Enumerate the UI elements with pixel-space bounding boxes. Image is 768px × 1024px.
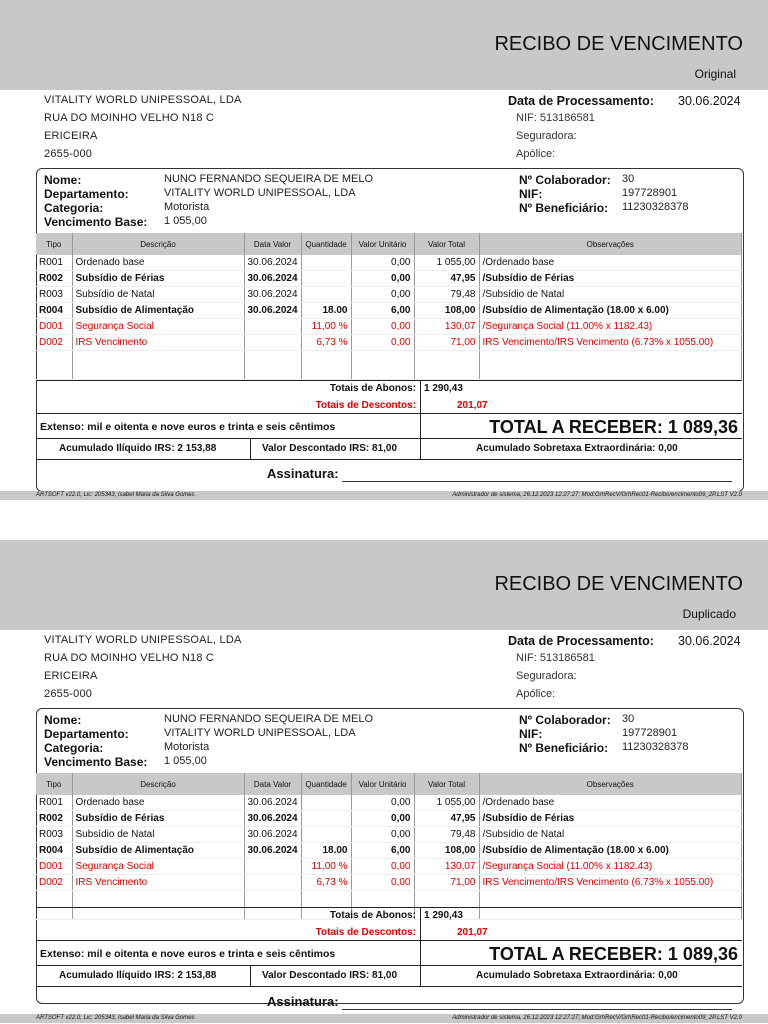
footer-system: Administrador de sistema, 26.12.2023 12:27:27; Mod:GrhRecV/GrhRec01-Recibo/encimento09_2P.LST V2.0 bbox=[452, 492, 742, 498]
company-name: VITALITY WORLD UNIPESSOAL, LDA bbox=[44, 634, 242, 646]
table-row-blank bbox=[36, 351, 742, 380]
accumulated-surcharge: Acumulado Sobretaxa Extraordinária: 0,00 bbox=[476, 970, 678, 981]
department-label: Departamento: bbox=[44, 727, 129, 741]
footer-bar bbox=[0, 1014, 768, 1023]
cell-quantity: 11,00 % bbox=[301, 859, 351, 875]
totals-credits-label: Totais de Abonos: bbox=[329, 910, 416, 921]
cell-total: 108,00 bbox=[414, 303, 479, 319]
receipt-header bbox=[0, 0, 768, 90]
cell-unit-value: 0,00 bbox=[351, 811, 414, 827]
divider bbox=[420, 438, 421, 459]
cell-unit-value: 0,00 bbox=[351, 875, 414, 891]
cell-quantity bbox=[301, 811, 351, 827]
accumulated-surcharge: Acumulado Sobretaxa Extraordinária: 0,00 bbox=[476, 443, 678, 454]
beneficiary-number: 11230328378 bbox=[622, 741, 689, 753]
cell-description: Ordenado base bbox=[72, 255, 244, 271]
cell-type: R002 bbox=[36, 811, 72, 827]
policy-label: Apólice: bbox=[516, 688, 556, 700]
base-salary-label: Vencimento Base: bbox=[44, 215, 148, 229]
cell-quantity bbox=[301, 271, 351, 287]
col-header-unit-value: Valor Unitário bbox=[351, 233, 414, 255]
divider bbox=[420, 907, 421, 965]
cell-date: 30.06.2024 bbox=[244, 795, 301, 811]
cell-notes: IRS Vencimento/IRS Vencimento (6.73% x 1055.00) bbox=[479, 875, 742, 891]
processing-date: 30.06.2024 bbox=[678, 634, 741, 648]
table-row bbox=[36, 255, 742, 271]
receipt-header bbox=[0, 540, 768, 630]
employee-number: 30 bbox=[622, 713, 635, 725]
lines-table bbox=[36, 773, 742, 920]
employee-nif-label: NIF: bbox=[519, 187, 543, 201]
insurer-label: Seguradora: bbox=[516, 670, 577, 682]
cell-date bbox=[244, 859, 301, 875]
department-label: Departamento: bbox=[44, 187, 129, 201]
company-city: ERICEIRA bbox=[44, 130, 98, 142]
amount-in-words: Extenso: mil e oitenta e nove euros e trinta e seis cêntimos bbox=[40, 948, 336, 960]
receipt-title: RECIBO DE VENCIMENTO bbox=[494, 33, 743, 55]
col-header-type: Tipo bbox=[36, 233, 72, 255]
cell-description: Subsídio de Natal bbox=[72, 287, 244, 303]
base-salary-value: 1 055,00 bbox=[164, 215, 207, 227]
divider bbox=[250, 965, 251, 986]
cell-type: D001 bbox=[36, 859, 72, 875]
department-value: VITALITY WORLD UNIPESSOAL, LDA bbox=[164, 727, 356, 739]
totals-deductions-label: Totais de Descontos: bbox=[315, 400, 416, 411]
company-address: RUA DO MOINHO VELHO N18 C bbox=[44, 112, 215, 124]
cell-total: 79,48 bbox=[414, 827, 479, 843]
cell-date: 30.06.2024 bbox=[244, 255, 301, 271]
totals-credits-label: Totais de Abonos: bbox=[329, 383, 416, 394]
table-row bbox=[36, 303, 742, 319]
table-row bbox=[36, 795, 742, 811]
employee-name-label: Nome: bbox=[44, 173, 82, 187]
copy-label: Original bbox=[694, 67, 736, 81]
cell-date bbox=[244, 335, 301, 351]
table-row bbox=[36, 843, 742, 859]
table-row bbox=[36, 335, 742, 351]
company-address: RUA DO MOINHO VELHO N18 C bbox=[44, 652, 215, 664]
receipt-title: RECIBO DE VENCIMENTO bbox=[494, 573, 743, 595]
totals-deductions-value: 201,07 bbox=[457, 927, 488, 938]
col-header-date: Data Valor bbox=[244, 773, 301, 795]
total-to-receive: TOTAL A RECEBER: 1 089,36 bbox=[489, 944, 738, 964]
cell-type: D002 bbox=[36, 875, 72, 891]
employee-number-label: Nº Colaborador: bbox=[519, 173, 611, 187]
cell-quantity: 6,73 % bbox=[301, 875, 351, 891]
processing-label: Data de Processamento: bbox=[508, 634, 654, 648]
employee-nif-label: NIF: bbox=[519, 727, 543, 741]
copy-label: Duplicado bbox=[682, 607, 736, 621]
cell-type: R001 bbox=[36, 255, 72, 271]
cell-unit-value: 6,00 bbox=[351, 303, 414, 319]
processing-date: 30.06.2024 bbox=[678, 94, 741, 108]
table-row bbox=[36, 319, 742, 335]
divider bbox=[420, 965, 421, 986]
cell-total: 130,07 bbox=[414, 859, 479, 875]
cell-type: R004 bbox=[36, 303, 72, 319]
cell-unit-value: 6,00 bbox=[351, 843, 414, 859]
cell-notes: /Subsídio de Alimentação (18.00 x 6.00) bbox=[479, 303, 742, 319]
irs-deducted: Valor Descontado IRS: 81,00 bbox=[262, 443, 398, 454]
col-header-quantity: Quantidade bbox=[301, 233, 351, 255]
divider bbox=[36, 459, 742, 460]
table-row bbox=[36, 859, 742, 875]
cell-date: 30.06.2024 bbox=[244, 811, 301, 827]
cell-unit-value: 0,00 bbox=[351, 287, 414, 303]
cell-type: R002 bbox=[36, 271, 72, 287]
employee-number-label: Nº Colaborador: bbox=[519, 713, 611, 727]
cell-description: Segurança Social bbox=[72, 319, 244, 335]
cell-date: 30.06.2024 bbox=[244, 827, 301, 843]
table-row bbox=[36, 271, 742, 287]
col-header-notes: Observações bbox=[479, 233, 742, 255]
cell-total: 71,00 bbox=[414, 875, 479, 891]
col-header-type: Tipo bbox=[36, 773, 72, 795]
totals-credits-value: 1 290,43 bbox=[424, 383, 463, 394]
cell-description: Subsídio de Alimentação bbox=[72, 843, 244, 859]
cell-unit-value: 0,00 bbox=[351, 827, 414, 843]
company-name: VITALITY WORLD UNIPESSOAL, LDA bbox=[44, 94, 242, 106]
cell-date: 30.06.2024 bbox=[244, 287, 301, 303]
signature-line bbox=[342, 1009, 732, 1010]
cell-description: Ordenado base bbox=[72, 795, 244, 811]
col-header-description: Descrição bbox=[72, 773, 244, 795]
divider bbox=[36, 940, 742, 941]
cell-total: 71,00 bbox=[414, 335, 479, 351]
category-value: Motorista bbox=[164, 741, 210, 753]
cell-type: R004 bbox=[36, 843, 72, 859]
col-header-quantity: Quantidade bbox=[301, 773, 351, 795]
cell-type: R001 bbox=[36, 795, 72, 811]
totals-deductions-value: 201,07 bbox=[457, 400, 488, 411]
signature-label: Assinatura: bbox=[267, 994, 339, 1009]
totals-credits-value: 1 290,43 bbox=[424, 910, 463, 921]
lines-table bbox=[36, 233, 742, 380]
table-row bbox=[36, 827, 742, 843]
cell-description: IRS Vencimento bbox=[72, 875, 244, 891]
footer-system: Administrador de sistema, 26.12.2023 12:27:27; Mod:GrhRecV/GrhRec01-Recibo/encimento09_2P.LST V2.0 bbox=[452, 1015, 742, 1021]
table-row bbox=[36, 875, 742, 891]
cell-date bbox=[244, 875, 301, 891]
cell-unit-value: 0,00 bbox=[351, 271, 414, 287]
cell-description: Subsídio de Férias bbox=[72, 811, 244, 827]
amount-in-words: Extenso: mil e oitenta e nove euros e trinta e seis cêntimos bbox=[40, 421, 336, 433]
company-nif: NIF: 513186581 bbox=[516, 652, 595, 664]
company-postcode: 2655-000 bbox=[44, 688, 93, 700]
cell-total: 1 055,00 bbox=[414, 795, 479, 811]
table-header-row bbox=[36, 773, 742, 795]
receipt-original bbox=[0, 0, 768, 500]
col-header-notes: Observações bbox=[479, 773, 742, 795]
cell-notes: /Subsídio de Férias bbox=[479, 811, 742, 827]
cell-quantity bbox=[301, 795, 351, 811]
company-postcode: 2655-000 bbox=[44, 148, 93, 160]
cell-notes: /Segurança Social (11.00% x 1182.43) bbox=[479, 319, 742, 335]
cell-notes: IRS Vencimento/IRS Vencimento (6.73% x 1055.00) bbox=[479, 335, 742, 351]
beneficiary-label: Nº Beneficiário: bbox=[519, 741, 609, 755]
insurer-label: Seguradora: bbox=[516, 130, 577, 142]
policy-label: Apólice: bbox=[516, 148, 556, 160]
company-nif: NIF: 513186581 bbox=[516, 112, 595, 124]
accumulated-irs: Acumulado Ilíquido IRS: 2 153,88 bbox=[59, 970, 217, 981]
divider bbox=[36, 965, 742, 966]
col-header-total: Valor Total bbox=[414, 233, 479, 255]
cell-notes: /Subsídio de Natal bbox=[479, 287, 742, 303]
cell-unit-value: 0,00 bbox=[351, 319, 414, 335]
category-label: Categoria: bbox=[44, 201, 104, 215]
cell-type: D001 bbox=[36, 319, 72, 335]
cell-quantity: 18.00 bbox=[301, 303, 351, 319]
cell-description: Subsídio de Férias bbox=[72, 271, 244, 287]
footer-license: ARTSOFT v22.0, Lic: 205343, Isabel Maria da Silva Gomes bbox=[36, 492, 195, 498]
cell-quantity bbox=[301, 255, 351, 271]
base-salary-label: Vencimento Base: bbox=[44, 755, 148, 769]
footer-license: ARTSOFT v22.0, Lic: 205343, Isabel Maria da Silva Gomes bbox=[36, 1015, 195, 1021]
footer-bar bbox=[0, 491, 768, 500]
col-header-unit-value: Valor Unitário bbox=[351, 773, 414, 795]
cell-quantity bbox=[301, 287, 351, 303]
employee-name: NUNO FERNANDO SEQUEIRA DE MELO bbox=[164, 713, 374, 725]
signature-label: Assinatura: bbox=[267, 466, 339, 481]
cell-type: D002 bbox=[36, 335, 72, 351]
signature-line bbox=[342, 481, 732, 482]
cell-notes: /Ordenado base bbox=[479, 795, 742, 811]
cell-quantity bbox=[301, 827, 351, 843]
cell-quantity: 11,00 % bbox=[301, 319, 351, 335]
cell-quantity: 18.00 bbox=[301, 843, 351, 859]
employee-nif: 197728901 bbox=[622, 187, 678, 199]
cell-unit-value: 0,00 bbox=[351, 335, 414, 351]
employee-nif: 197728901 bbox=[622, 727, 678, 739]
receipt-duplicate bbox=[0, 540, 768, 1024]
beneficiary-number: 11230328378 bbox=[622, 201, 689, 213]
cell-notes: /Subsídio de Natal bbox=[479, 827, 742, 843]
employee-name-label: Nome: bbox=[44, 713, 82, 727]
department-value: VITALITY WORLD UNIPESSOAL, LDA bbox=[164, 187, 356, 199]
cell-description: IRS Vencimento bbox=[72, 335, 244, 351]
cell-quantity: 6,73 % bbox=[301, 335, 351, 351]
cell-date bbox=[244, 319, 301, 335]
cell-date: 30.06.2024 bbox=[244, 303, 301, 319]
cell-type: R003 bbox=[36, 827, 72, 843]
cell-notes: /Ordenado base bbox=[479, 255, 742, 271]
company-city: ERICEIRA bbox=[44, 670, 98, 682]
col-header-date: Data Valor bbox=[244, 233, 301, 255]
divider bbox=[36, 413, 742, 414]
cell-type: R003 bbox=[36, 287, 72, 303]
cell-notes: /Subsídio de Férias bbox=[479, 271, 742, 287]
irs-deducted: Valor Descontado IRS: 81,00 bbox=[262, 970, 398, 981]
cell-total: 130,07 bbox=[414, 319, 479, 335]
cell-notes: /Segurança Social (11.00% x 1182.43) bbox=[479, 859, 742, 875]
cell-total: 108,00 bbox=[414, 843, 479, 859]
base-salary-value: 1 055,00 bbox=[164, 755, 207, 767]
table-row bbox=[36, 287, 742, 303]
cell-date: 30.06.2024 bbox=[244, 271, 301, 287]
cell-description: Subsídio de Alimentação bbox=[72, 303, 244, 319]
cell-unit-value: 0,00 bbox=[351, 255, 414, 271]
cell-description: Segurança Social bbox=[72, 859, 244, 875]
total-to-receive: TOTAL A RECEBER: 1 089,36 bbox=[489, 417, 738, 437]
category-value: Motorista bbox=[164, 201, 210, 213]
divider bbox=[250, 438, 251, 459]
cell-notes: /Subsídio de Alimentação (18.00 x 6.00) bbox=[479, 843, 742, 859]
totals-deductions-label: Totais de Descontos: bbox=[315, 927, 416, 938]
accumulated-irs: Acumulado Ilíquido IRS: 2 153,88 bbox=[59, 443, 217, 454]
cell-total: 47,95 bbox=[414, 271, 479, 287]
cell-description: Subsídio de Natal bbox=[72, 827, 244, 843]
employee-name: NUNO FERNANDO SEQUEIRA DE MELO bbox=[164, 173, 374, 185]
divider bbox=[36, 907, 742, 908]
cell-unit-value: 0,00 bbox=[351, 859, 414, 875]
cell-total: 47,95 bbox=[414, 811, 479, 827]
col-header-description: Descrição bbox=[72, 233, 244, 255]
processing-label: Data de Processamento: bbox=[508, 94, 654, 108]
table-header-row bbox=[36, 233, 742, 255]
divider bbox=[36, 438, 742, 439]
cell-date: 30.06.2024 bbox=[244, 843, 301, 859]
divider bbox=[36, 986, 742, 987]
cell-total: 79,48 bbox=[414, 287, 479, 303]
cell-unit-value: 0,00 bbox=[351, 795, 414, 811]
divider bbox=[36, 380, 742, 381]
col-header-total: Valor Total bbox=[414, 773, 479, 795]
employee-number: 30 bbox=[622, 173, 635, 185]
divider bbox=[420, 380, 421, 438]
cell-total: 1 055,00 bbox=[414, 255, 479, 271]
category-label: Categoria: bbox=[44, 741, 104, 755]
table-row bbox=[36, 811, 742, 827]
beneficiary-label: Nº Beneficiário: bbox=[519, 201, 609, 215]
